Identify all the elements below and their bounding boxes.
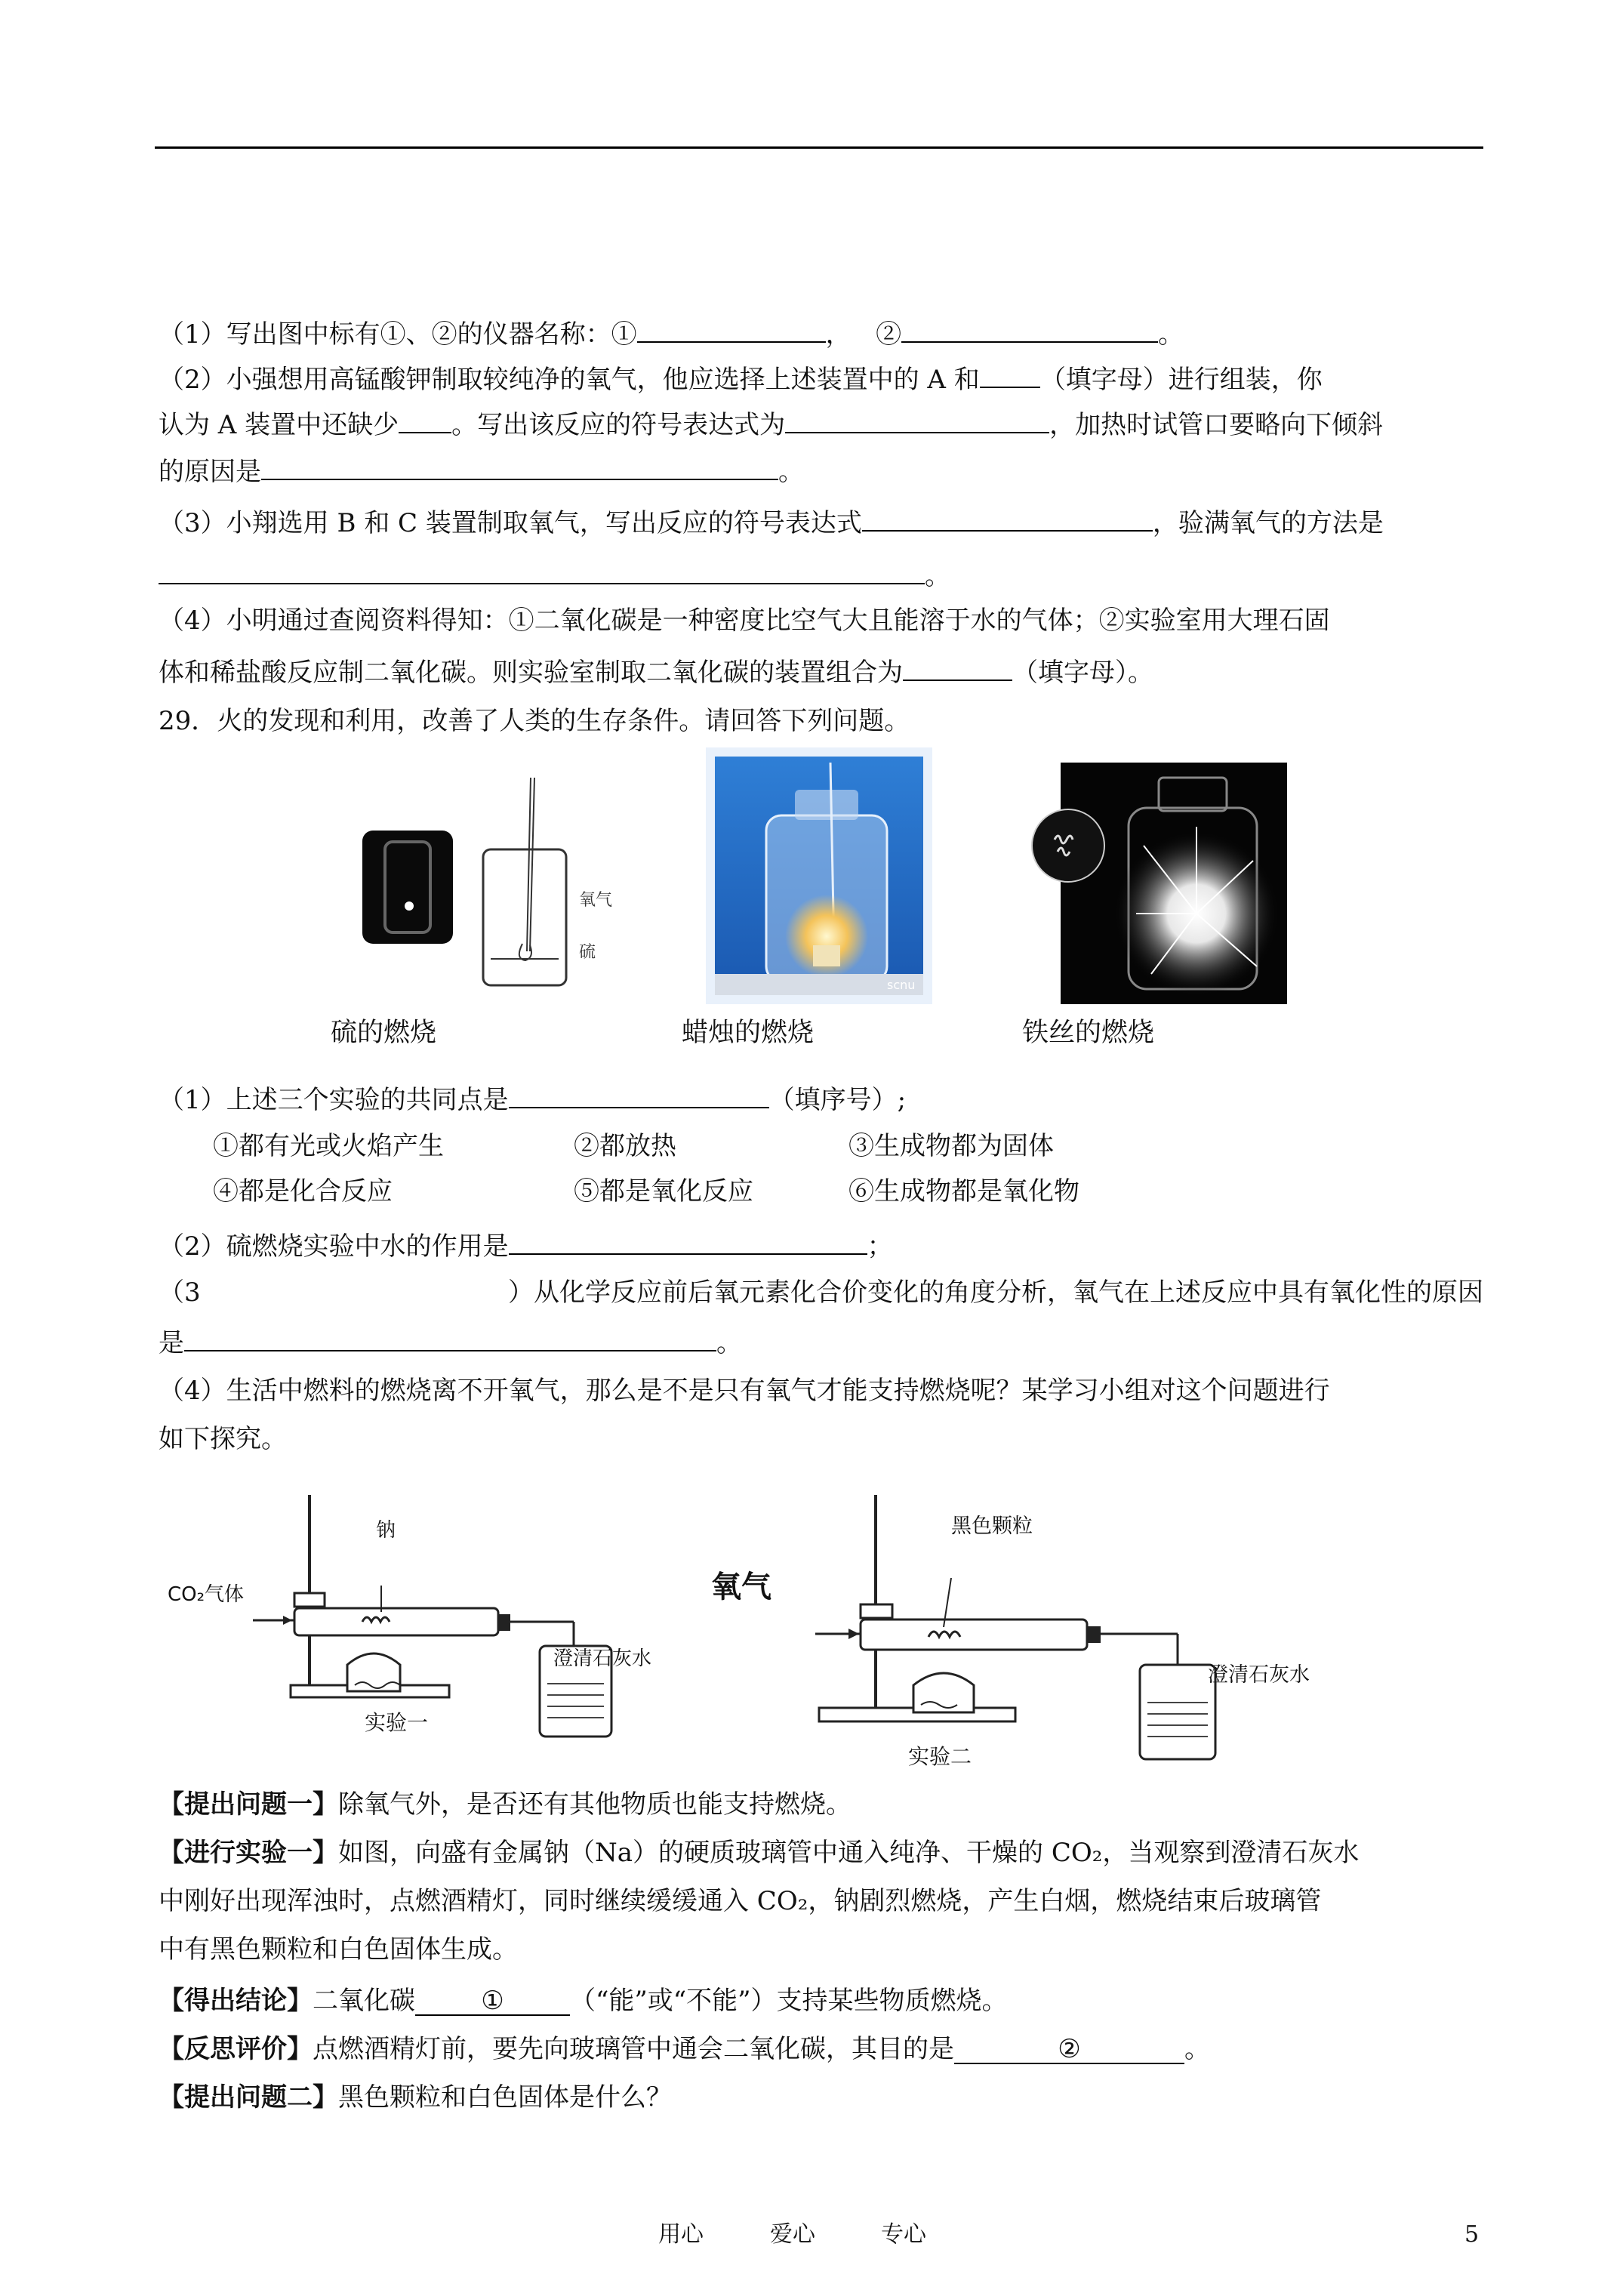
- footer-motto-3: 专心: [881, 2221, 926, 2248]
- candle-burning-figure: [706, 747, 932, 1004]
- iron-inset: [1032, 809, 1104, 882]
- sulfur-burning-figure: [355, 770, 581, 997]
- answer-blank[interactable]: [399, 406, 451, 433]
- page-number: 5: [1464, 2221, 1480, 2248]
- option-1: ①都有光或火焰产生: [213, 1131, 444, 1161]
- option-2: ②都放热: [574, 1131, 676, 1161]
- answer-blank[interactable]: [261, 453, 778, 480]
- option-5: ⑤都是氧化反应: [574, 1176, 753, 1207]
- option-3: ③生成物都为固体: [848, 1131, 1054, 1161]
- footer-motto-2: 爱心: [770, 2221, 815, 2248]
- answer-blank[interactable]: [159, 557, 925, 584]
- caption-sulfur: 硫的燃烧: [331, 1018, 437, 1048]
- exp2-particles-label: 黑色颗粒: [951, 1515, 1033, 1538]
- q28-part2-line3: 的原因是 。: [159, 453, 1483, 488]
- experiment1-line3: 中有黑色颗粒和白色固体生成。: [159, 1934, 518, 1965]
- exp1-sodium-label: 钠: [376, 1519, 396, 1542]
- answer-blank[interactable]: [637, 316, 826, 343]
- q29-part3-line2: 是 。: [159, 1324, 1483, 1360]
- answer-blank[interactable]: [980, 361, 1040, 388]
- ask2: 【提出问题二】黑色颗粒和白色固体是什么？: [159, 2082, 672, 2113]
- q29-part2: （2）硫燃烧实验中水的作用是 ；: [159, 1228, 1483, 1263]
- caption-candle: 蜡烛的燃烧: [682, 1018, 815, 1048]
- q29-part3-line1: （3 ）从化学反应前后氧元素化合价变化的角度分析，氧气在上述反应中具有氧化性的原因: [159, 1277, 1483, 1308]
- q28-part2-line1: （2）小强想用高锰酸钾制取较纯净的氧气，他应选择上述装置中的 A 和 （填字母）进行组装，你: [159, 361, 1483, 396]
- option-4: ④都是化合反应: [213, 1176, 393, 1207]
- oxygen-label: 氧气: [579, 891, 613, 910]
- sulfur-photo-inset: [362, 831, 453, 944]
- q28-part1: （1）写出图中标有①、②的仪器名称：① ， ② 。: [159, 316, 1483, 351]
- q29-part4-line1: （4）生活中燃料的燃烧离不开氧气，那么是不是只有氧气才能支持燃烧呢？某学习小组对这个问题进行: [159, 1376, 1330, 1406]
- answer-blank[interactable]: ①: [415, 1984, 570, 2016]
- ask1: 【提出问题一】除氧气外，是否还有其他物质也能支持燃烧。: [159, 1789, 852, 1820]
- q28-part1-text: （1）写出图中标有①、②的仪器名称：①: [159, 319, 637, 350]
- answer-blank[interactable]: [509, 1081, 769, 1108]
- answer-blank[interactable]: [862, 504, 1153, 532]
- exp1-gas-label: CO₂气体: [168, 1583, 245, 1606]
- q29-title: 29．火的发现和利用，改善了人类的生存条件。请回答下列问题。: [159, 706, 910, 736]
- q29-part4-line2: 如下探究。: [159, 1424, 287, 1454]
- reflection: 【反思评价】点燃酒精灯前，要先向玻璃管中通会二氧化碳，其目的是 ② 。: [159, 2034, 1210, 2064]
- experiment1-line2: 中刚好出现浑浊时，点燃酒精灯，同时继续缓缓通入 CO₂，钠剧烈燃烧，产生白烟，燃烧结束后玻璃管: [159, 1886, 1322, 1916]
- limewater-bottle-icon: [1140, 1665, 1215, 1759]
- answer-blank[interactable]: [509, 1228, 867, 1255]
- option-6: ⑥生成物都是氧化物: [848, 1176, 1079, 1207]
- iron-wire-burning-figure: [1030, 755, 1287, 1004]
- conclusion: 【得出结论】二氧化碳 ① （“能”或“不能”）支持某些物质燃烧。: [159, 1986, 1008, 2016]
- scnu-watermark: scnu: [887, 978, 916, 992]
- exp2-oxygen-label: 氧气: [711, 1570, 771, 1604]
- experiment2-diagram: [800, 1487, 1329, 1767]
- q28-part3-line1: （3）小翔选用 B 和 C 装置制取氧气，写出反应的符号表达式 ，验满氧气的方法是: [159, 504, 1483, 540]
- experiment1-line1: 【进行实验一】如图，向盛有金属钠（Na）的硬质玻璃管中通入纯净、干燥的 CO₂，当观察到澄清石灰水: [159, 1838, 1360, 1868]
- exp2-limewater-label: 澄清石灰水: [1208, 1663, 1310, 1687]
- exp1-caption: 实验一: [365, 1710, 429, 1735]
- exp2-caption: 实验二: [908, 1744, 972, 1769]
- gas-bottle-icon: [483, 849, 566, 985]
- caption-iron: 铁丝的燃烧: [1022, 1018, 1155, 1048]
- q29-part1: （1）上述三个实验的共同点是 （填序号）;: [159, 1081, 1483, 1117]
- answer-blank[interactable]: [785, 406, 1049, 433]
- q28-part3-line2: 。: [159, 557, 1483, 593]
- answer-blank[interactable]: ②: [954, 2032, 1184, 2064]
- sulfur-label: 硫: [579, 943, 596, 962]
- exp1-limewater-label: 澄清石灰水: [553, 1647, 652, 1670]
- q28-part4-line2: 体和稀盐酸反应制二氧化碳。则实验室制取二氧化碳的装置组合为 （填字母）。: [159, 654, 1483, 689]
- header-rule: [155, 146, 1483, 149]
- answer-blank[interactable]: [184, 1324, 716, 1351]
- footer-motto-1: 用心: [658, 2221, 704, 2248]
- answer-blank[interactable]: [901, 316, 1158, 343]
- q28-part2-line2: 认为 A 装置中还缺少 。写出该反应的符号表达式为 ，加热时试管口要略向下倾斜: [159, 406, 1483, 442]
- q28-part4-line1: （4）小明通过查阅资料得知：①二氧化碳是一种密度比空气大且能溶于水的气体；②实验室用大理石固: [159, 606, 1330, 636]
- answer-blank[interactable]: [903, 654, 1012, 681]
